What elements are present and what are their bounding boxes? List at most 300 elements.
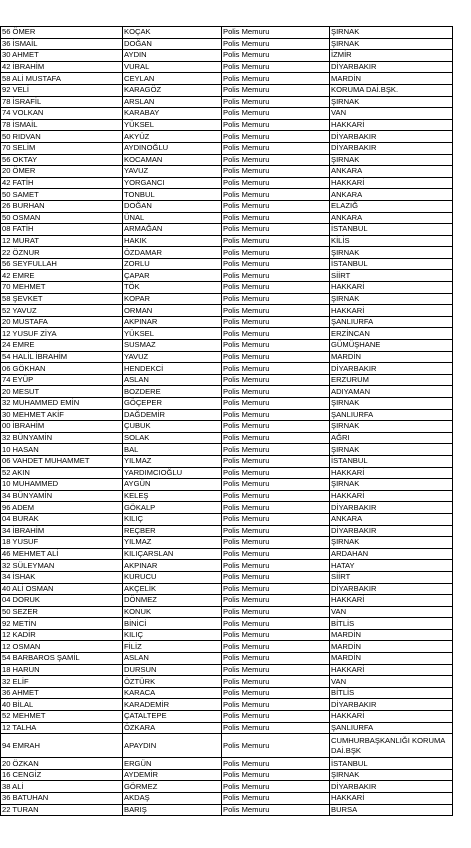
location-cell: DİYARBAKIR	[330, 781, 453, 793]
table-row	[1, 595, 453, 607]
title-cell: Polis Memuru	[222, 189, 330, 201]
first-name-cell: 04 DORUK	[1, 595, 123, 607]
first-name-cell: 36 BATUHAN	[1, 793, 123, 805]
location-cell: MARDİN	[330, 629, 453, 641]
title-cell: Polis Memuru	[222, 734, 330, 758]
table-row	[1, 409, 453, 421]
first-name-cell: 74 EYÜP	[1, 374, 123, 386]
location-cell: ŞIRNAK	[330, 398, 453, 410]
title-cell: Polis Memuru	[222, 595, 330, 607]
title-cell: Polis Memuru	[222, 50, 330, 62]
location-cell: ŞANLIURFA	[330, 409, 453, 421]
last-name-cell: TÖK	[123, 282, 222, 294]
last-name-cell: ORMAN	[123, 305, 222, 317]
title-cell: Polis Memuru	[222, 513, 330, 525]
location-cell: HAKKARİ	[330, 664, 453, 676]
location-cell: VAN	[330, 108, 453, 120]
table-row	[1, 38, 453, 50]
first-name-cell: 52 YAVUZ	[1, 305, 123, 317]
table-row	[1, 571, 453, 583]
title-cell: Polis Memuru	[222, 641, 330, 653]
table-row	[1, 398, 453, 410]
title-cell: Polis Memuru	[222, 270, 330, 282]
location-cell: MARDİN	[330, 73, 453, 85]
title-cell: Polis Memuru	[222, 398, 330, 410]
title-cell: Polis Memuru	[222, 467, 330, 479]
table-row	[1, 479, 453, 491]
title-cell: Polis Memuru	[222, 793, 330, 805]
last-name-cell: KOÇAK	[123, 27, 222, 39]
title-cell: Polis Memuru	[222, 177, 330, 189]
title-cell: Polis Memuru	[222, 84, 330, 96]
table-row	[1, 363, 453, 375]
table-row	[1, 641, 453, 653]
table-row	[1, 61, 453, 73]
last-name-cell: AKPINAR	[123, 560, 222, 572]
location-cell: DİYARBAKIR	[330, 525, 453, 537]
location-cell: HAKKARİ	[330, 177, 453, 189]
first-name-cell: 34 İBRAHİM	[1, 525, 123, 537]
table-row	[1, 583, 453, 595]
table-row	[1, 340, 453, 352]
title-cell: Polis Memuru	[222, 108, 330, 120]
last-name-cell: YAVUZ	[123, 351, 222, 363]
location-cell: BURSA	[330, 804, 453, 816]
first-name-cell: 20 MESUT	[1, 386, 123, 398]
first-name-cell: 34 İSHAK	[1, 571, 123, 583]
first-name-cell: 12 TALHA	[1, 722, 123, 734]
first-name-cell: 32 SÜLEYMAN	[1, 560, 123, 572]
title-cell: Polis Memuru	[222, 537, 330, 549]
location-cell: İZMİR	[330, 50, 453, 62]
location-cell: MARDİN	[330, 653, 453, 665]
first-name-cell: 92 METİN	[1, 618, 123, 630]
location-cell: HAKKARİ	[330, 490, 453, 502]
location-cell: İSTANBUL	[330, 258, 453, 270]
title-cell: Polis Memuru	[222, 166, 330, 178]
table-row	[1, 769, 453, 781]
last-name-cell: AKÇELİK	[123, 583, 222, 595]
last-name-cell: GÖRMEZ	[123, 781, 222, 793]
location-cell: ŞIRNAK	[330, 421, 453, 433]
last-name-cell: AYDINOĞLU	[123, 142, 222, 154]
location-cell: HAKKARİ	[330, 793, 453, 805]
title-cell: Polis Memuru	[222, 38, 330, 50]
first-name-cell: 42 EMRE	[1, 270, 123, 282]
table-row	[1, 676, 453, 688]
last-name-cell: ÖZDAMAR	[123, 247, 222, 259]
table-row	[1, 293, 453, 305]
first-name-cell: 42 FATİH	[1, 177, 123, 189]
first-name-cell: 56 SEYFULLAH	[1, 258, 123, 270]
table-row	[1, 455, 453, 467]
first-name-cell: 12 KADİR	[1, 629, 123, 641]
table-row	[1, 758, 453, 770]
first-name-cell: 50 OSMAN	[1, 212, 123, 224]
last-name-cell: ASLAN	[123, 653, 222, 665]
last-name-cell: APAYDIN	[123, 734, 222, 758]
table-row	[1, 73, 453, 85]
first-name-cell: 78 İSRAFİL	[1, 96, 123, 108]
location-cell: HATAY	[330, 560, 453, 572]
last-name-cell: BARIŞ	[123, 804, 222, 816]
title-cell: Polis Memuru	[222, 142, 330, 154]
table-row	[1, 50, 453, 62]
last-name-cell: AKYÜZ	[123, 131, 222, 143]
location-cell: HAKKARİ	[330, 282, 453, 294]
title-cell: Polis Memuru	[222, 699, 330, 711]
personnel-table-body	[1, 27, 453, 816]
location-cell: DİYARBAKIR	[330, 363, 453, 375]
table-row	[1, 247, 453, 259]
last-name-cell: YORGANCI	[123, 177, 222, 189]
last-name-cell: DÖNMEZ	[123, 595, 222, 607]
location-cell: SİİRT	[330, 270, 453, 282]
location-cell: SİİRT	[330, 571, 453, 583]
title-cell: Polis Memuru	[222, 386, 330, 398]
first-name-cell: 52 AKIN	[1, 467, 123, 479]
title-cell: Polis Memuru	[222, 131, 330, 143]
table-row	[1, 722, 453, 734]
location-cell: KORUMA DAİ.BŞK.	[330, 84, 453, 96]
title-cell: Polis Memuru	[222, 27, 330, 39]
title-cell: Polis Memuru	[222, 571, 330, 583]
table-row	[1, 467, 453, 479]
title-cell: Polis Memuru	[222, 340, 330, 352]
first-name-cell: 32 ELİF	[1, 676, 123, 688]
title-cell: Polis Memuru	[222, 583, 330, 595]
location-cell: KİLİS	[330, 235, 453, 247]
title-cell: Polis Memuru	[222, 618, 330, 630]
title-cell: Polis Memuru	[222, 479, 330, 491]
table-row	[1, 653, 453, 665]
location-cell: ERZURUM	[330, 374, 453, 386]
title-cell: Polis Memuru	[222, 409, 330, 421]
first-name-cell: 46 MEHMET ALİ	[1, 548, 123, 560]
first-name-cell: 10 MUHAMMED	[1, 479, 123, 491]
table-row	[1, 711, 453, 723]
location-cell: HAKKARİ	[330, 467, 453, 479]
last-name-cell: AKPINAR	[123, 316, 222, 328]
location-cell: DİYARBAKIR	[330, 131, 453, 143]
location-cell: ŞIRNAK	[330, 537, 453, 549]
table-row	[1, 166, 453, 178]
title-cell: Polis Memuru	[222, 96, 330, 108]
last-name-cell: HAKIK	[123, 235, 222, 247]
last-name-cell: ARMAĞAN	[123, 224, 222, 236]
location-cell: BİTLİS	[330, 618, 453, 630]
last-name-cell: ERGÜN	[123, 758, 222, 770]
location-cell: HAKKARİ	[330, 711, 453, 723]
first-name-cell: 70 SELİM	[1, 142, 123, 154]
location-cell: İSTANBUL	[330, 758, 453, 770]
first-name-cell: 06 VAHDET MUHAMMET	[1, 455, 123, 467]
title-cell: Polis Memuru	[222, 804, 330, 816]
first-name-cell: 50 SAMET	[1, 189, 123, 201]
title-cell: Polis Memuru	[222, 305, 330, 317]
title-cell: Polis Memuru	[222, 212, 330, 224]
table-row	[1, 560, 453, 572]
title-cell: Polis Memuru	[222, 224, 330, 236]
table-row	[1, 490, 453, 502]
table-row	[1, 386, 453, 398]
title-cell: Polis Memuru	[222, 629, 330, 641]
location-cell: ŞIRNAK	[330, 479, 453, 491]
last-name-cell: VURAL	[123, 61, 222, 73]
title-cell: Polis Memuru	[222, 490, 330, 502]
first-name-cell: 54 BARBAROS ŞAMİL	[1, 653, 123, 665]
table-row	[1, 270, 453, 282]
table-row	[1, 525, 453, 537]
last-name-cell: KARACA	[123, 687, 222, 699]
first-name-cell: 06 GÖKHAN	[1, 363, 123, 375]
title-cell: Polis Memuru	[222, 664, 330, 676]
first-name-cell: 12 YUSUF ZİYA	[1, 328, 123, 340]
location-cell: ŞIRNAK	[330, 27, 453, 39]
location-cell: BİTLİS	[330, 687, 453, 699]
location-cell: HAKKARİ	[330, 595, 453, 607]
first-name-cell: 96 ADEM	[1, 502, 123, 514]
table-row	[1, 664, 453, 676]
first-name-cell: 36 İSMAİL	[1, 38, 123, 50]
first-name-cell: 58 ŞEVKET	[1, 293, 123, 305]
first-name-cell: 38 ALİ	[1, 781, 123, 793]
table-row	[1, 177, 453, 189]
title-cell: Polis Memuru	[222, 711, 330, 723]
last-name-cell: BİNİCİ	[123, 618, 222, 630]
last-name-cell: KOPAR	[123, 293, 222, 305]
location-cell: MARDİN	[330, 351, 453, 363]
first-name-cell: 30 AHMET	[1, 50, 123, 62]
first-name-cell: 58 ALİ MUSTAFA	[1, 73, 123, 85]
first-name-cell: 22 ÖZNUR	[1, 247, 123, 259]
table-row	[1, 258, 453, 270]
first-name-cell: 24 EMRE	[1, 340, 123, 352]
table-row	[1, 513, 453, 525]
table-row	[1, 108, 453, 120]
first-name-cell: 70 MEHMET	[1, 282, 123, 294]
last-name-cell: KILIÇARSLAN	[123, 548, 222, 560]
location-cell: DİYARBAKIR	[330, 142, 453, 154]
location-cell: ŞIRNAK	[330, 154, 453, 166]
first-name-cell: 50 RIDVAN	[1, 131, 123, 143]
title-cell: Polis Memuru	[222, 200, 330, 212]
first-name-cell: 10 HASAN	[1, 444, 123, 456]
table-row	[1, 328, 453, 340]
personnel-table	[0, 26, 453, 816]
first-name-cell: 04 BURAK	[1, 513, 123, 525]
first-name-cell: 54 HALİL İBRAHİM	[1, 351, 123, 363]
location-cell: GÜMÜŞHANE	[330, 340, 453, 352]
title-cell: Polis Memuru	[222, 722, 330, 734]
location-cell: AĞRI	[330, 432, 453, 444]
title-cell: Polis Memuru	[222, 444, 330, 456]
location-cell: ŞIRNAK	[330, 38, 453, 50]
first-name-cell: 42 İBRAHİM	[1, 61, 123, 73]
title-cell: Polis Memuru	[222, 119, 330, 131]
location-cell: CUMHURBAŞKANLIĞI KORUMA DAİ.BŞK	[330, 734, 453, 758]
title-cell: Polis Memuru	[222, 363, 330, 375]
table-row	[1, 131, 453, 143]
last-name-cell: DAĞDEMİR	[123, 409, 222, 421]
last-name-cell: BAL	[123, 444, 222, 456]
title-cell: Polis Memuru	[222, 351, 330, 363]
first-name-cell: 22 TURAN	[1, 804, 123, 816]
last-name-cell: KURUCU	[123, 571, 222, 583]
title-cell: Polis Memuru	[222, 421, 330, 433]
first-name-cell: 08 FATİH	[1, 224, 123, 236]
location-cell: DİYARBAKIR	[330, 502, 453, 514]
table-row	[1, 432, 453, 444]
location-cell: ANKARA	[330, 513, 453, 525]
last-name-cell: TONBUL	[123, 189, 222, 201]
last-name-cell: AYGÜN	[123, 479, 222, 491]
table-row	[1, 548, 453, 560]
table-row	[1, 629, 453, 641]
title-cell: Polis Memuru	[222, 548, 330, 560]
table-row	[1, 699, 453, 711]
location-cell: ŞIRNAK	[330, 444, 453, 456]
last-name-cell: ÖZTÜRK	[123, 676, 222, 688]
last-name-cell: ÇUBUK	[123, 421, 222, 433]
first-name-cell: 92 VELİ	[1, 84, 123, 96]
title-cell: Polis Memuru	[222, 316, 330, 328]
first-name-cell: 36 AHMET	[1, 687, 123, 699]
first-name-cell: 12 OSMAN	[1, 641, 123, 653]
title-cell: Polis Memuru	[222, 606, 330, 618]
location-cell: MARDİN	[330, 641, 453, 653]
last-name-cell: DURSUN	[123, 664, 222, 676]
last-name-cell: YÜKSEL	[123, 328, 222, 340]
last-name-cell: ÇAPAR	[123, 270, 222, 282]
first-name-cell: 50 SEZER	[1, 606, 123, 618]
table-row	[1, 374, 453, 386]
last-name-cell: KOCAMAN	[123, 154, 222, 166]
table-row	[1, 27, 453, 39]
last-name-cell: DOĞAN	[123, 38, 222, 50]
table-row	[1, 200, 453, 212]
first-name-cell: 26 BURHAN	[1, 200, 123, 212]
last-name-cell: ÖZKARA	[123, 722, 222, 734]
title-cell: Polis Memuru	[222, 328, 330, 340]
location-cell: DİYARBAKIR	[330, 61, 453, 73]
last-name-cell: HENDEKCİ	[123, 363, 222, 375]
table-row	[1, 618, 453, 630]
table-row	[1, 316, 453, 328]
title-cell: Polis Memuru	[222, 502, 330, 514]
table-row	[1, 305, 453, 317]
title-cell: Polis Memuru	[222, 781, 330, 793]
last-name-cell: GÖÇEPER	[123, 398, 222, 410]
first-name-cell: 18 YUSUF	[1, 537, 123, 549]
title-cell: Polis Memuru	[222, 525, 330, 537]
last-name-cell: SOLAK	[123, 432, 222, 444]
first-name-cell: 30 MEHMET AKİF	[1, 409, 123, 421]
table-row	[1, 804, 453, 816]
first-name-cell: 32 MUHAMMED EMİN	[1, 398, 123, 410]
location-cell: ŞIRNAK	[330, 247, 453, 259]
location-cell: ERZİNCAN	[330, 328, 453, 340]
last-name-cell: DOĞAN	[123, 200, 222, 212]
location-cell: ADIYAMAN	[330, 386, 453, 398]
location-cell: İSTANBUL	[330, 224, 453, 236]
title-cell: Polis Memuru	[222, 687, 330, 699]
table-row	[1, 142, 453, 154]
table-row	[1, 606, 453, 618]
first-name-cell: 56 ÖMER	[1, 27, 123, 39]
last-name-cell: AYDEMİR	[123, 769, 222, 781]
table-row	[1, 502, 453, 514]
last-name-cell: KILIÇ	[123, 629, 222, 641]
title-cell: Polis Memuru	[222, 432, 330, 444]
title-cell: Polis Memuru	[222, 374, 330, 386]
last-name-cell: ZORLU	[123, 258, 222, 270]
last-name-cell: KELEŞ	[123, 490, 222, 502]
location-cell: ANKARA	[330, 166, 453, 178]
first-name-cell: 78 İSMAİL	[1, 119, 123, 131]
last-name-cell: SUSMAZ	[123, 340, 222, 352]
first-name-cell: 12 MURAT	[1, 235, 123, 247]
location-cell: DİYARBAKIR	[330, 699, 453, 711]
first-name-cell: 74 VOLKAN	[1, 108, 123, 120]
first-name-cell: 20 ÖMER	[1, 166, 123, 178]
last-name-cell: YARDIMCIOĞLU	[123, 467, 222, 479]
title-cell: Polis Memuru	[222, 676, 330, 688]
table-row	[1, 444, 453, 456]
table-row	[1, 84, 453, 96]
location-cell: İSTANBUL	[330, 455, 453, 467]
location-cell: ŞANLIURFA	[330, 722, 453, 734]
last-name-cell: CEYLAN	[123, 73, 222, 85]
last-name-cell: YILMAZ	[123, 455, 222, 467]
last-name-cell: KARAGÖZ	[123, 84, 222, 96]
table-row	[1, 189, 453, 201]
last-name-cell: ÇATALTEPE	[123, 711, 222, 723]
last-name-cell: REÇBER	[123, 525, 222, 537]
first-name-cell: 00 İBRAHİM	[1, 421, 123, 433]
location-cell: HAKKARİ	[330, 119, 453, 131]
title-cell: Polis Memuru	[222, 293, 330, 305]
title-cell: Polis Memuru	[222, 758, 330, 770]
location-cell: ANKARA	[330, 212, 453, 224]
table-row	[1, 224, 453, 236]
location-cell: ŞIRNAK	[330, 293, 453, 305]
first-name-cell: 34 BÜNYAMİN	[1, 490, 123, 502]
title-cell: Polis Memuru	[222, 154, 330, 166]
first-name-cell: 16 CENGİZ	[1, 769, 123, 781]
first-name-cell: 52 MEHMET	[1, 711, 123, 723]
last-name-cell: KILIÇ	[123, 513, 222, 525]
first-name-cell: 20 MUSTAFA	[1, 316, 123, 328]
table-row	[1, 235, 453, 247]
first-name-cell: 56 OKTAY	[1, 154, 123, 166]
table-row	[1, 154, 453, 166]
title-cell: Polis Memuru	[222, 560, 330, 572]
last-name-cell: ASLAN	[123, 374, 222, 386]
first-name-cell: 94 EMRAH	[1, 734, 123, 758]
location-cell: VAN	[330, 676, 453, 688]
table-row	[1, 282, 453, 294]
first-name-cell: 18 HARUN	[1, 664, 123, 676]
location-cell: ANKARA	[330, 189, 453, 201]
title-cell: Polis Memuru	[222, 653, 330, 665]
first-name-cell: 40 ALİ OSMAN	[1, 583, 123, 595]
location-cell: ŞIRNAK	[330, 96, 453, 108]
table-row	[1, 119, 453, 131]
table-row	[1, 793, 453, 805]
last-name-cell: FİLİZ	[123, 641, 222, 653]
last-name-cell: YAVUZ	[123, 166, 222, 178]
